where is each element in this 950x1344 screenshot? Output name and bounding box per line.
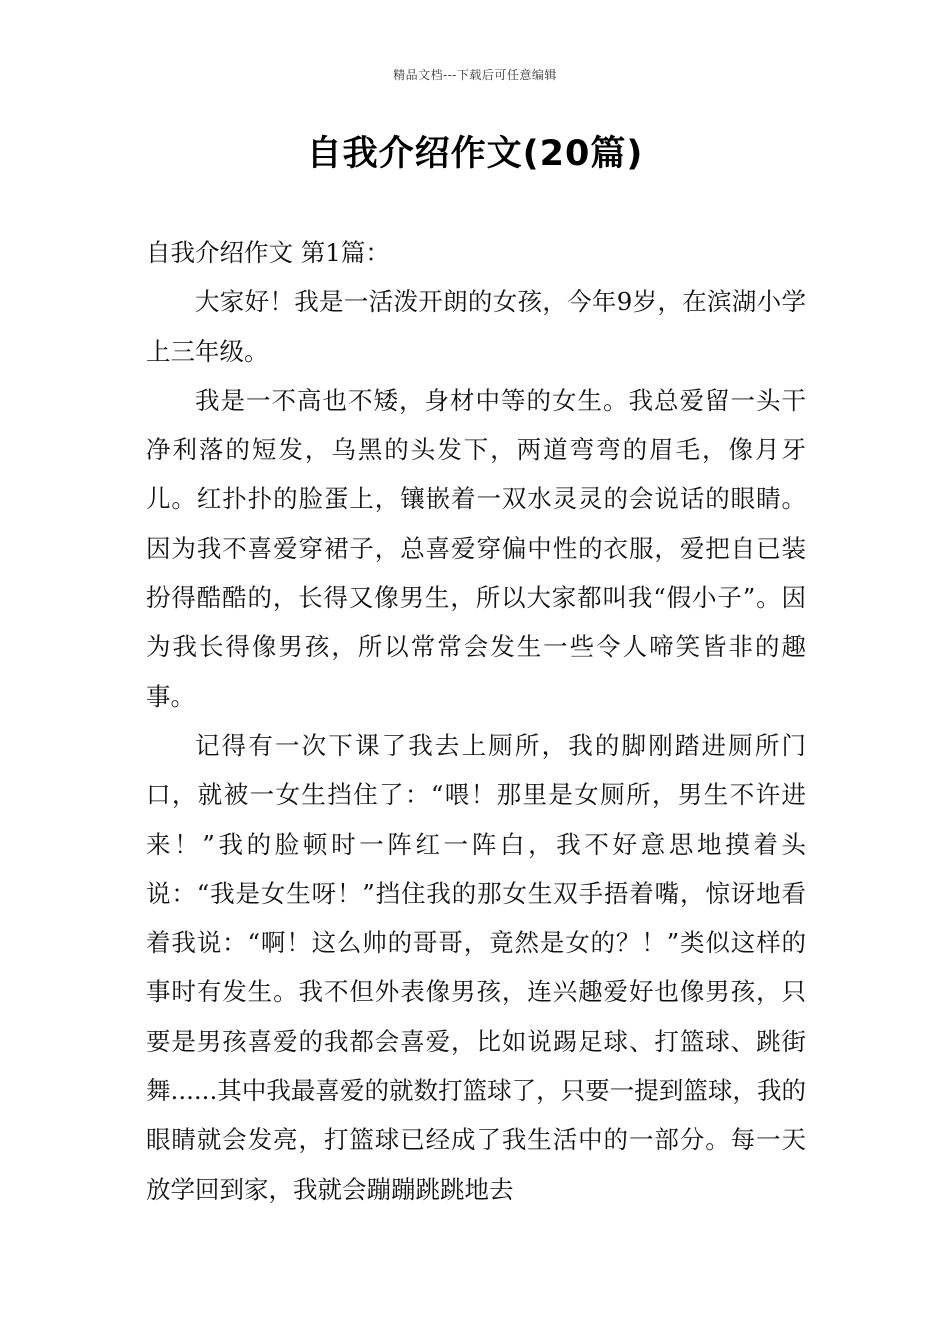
document-title: 自我介绍作文(20篇) [306, 134, 644, 174]
paragraph: 大家好！我是一活泼开朗的女孩，今年9岁，在滨湖小学上三年级。 [146, 287, 806, 366]
paragraph: 我是一不高也不矮，身材中等的女生。我总爱留一头干净利落的短发，乌黑的头发下，两道弯弯的眉毛，像月牙儿。红扑扑的脸蛋上，镶嵌着一双水灵灵的会说话的眼睛。因为我不喜爱穿裙子，总喜爱穿偏中性的衣服，爱把自已装扮得酷酷的，长得又像男生，所以大家都叫我“假小子”。因为我长得像男孩，所以常常会发生一些令人啼笑皆非的趣事。 [146, 385, 806, 711]
paragraph: 记得有一次下课了我去上厕所，我的脚刚踏进厕所门口，就被一女生挡住了：“喂！那里是女厕所，男生不许进来！”我的脸顿时一阵红一阵白，我不好意思地摸着头说：“我是女生呀！”挡住我的那女生双手捂着嘴，惊讶地看着我说：“啊！这么帅的哥哥，竟然是女的？！”类似这样的事时有发生。我不但外表像男孩，连兴趣爱好也像男孩，只要是男孩喜爱的我都会喜爱，比如说踢足球、打篮球、跳街舞......其中我最喜爱的就数打篮球了，只要一提到篮球，我的眼睛就会发亮，打篮球已经成了我生活中的一部分。每一天放学回到家，我就会蹦蹦跳跳地去 [146, 730, 806, 1204]
header-note: 精品文档---下载后可任意编辑 [393, 68, 557, 82]
document-body [146, 228, 806, 1214]
section-heading: 自我介绍作文 第1篇： [146, 238, 390, 267]
